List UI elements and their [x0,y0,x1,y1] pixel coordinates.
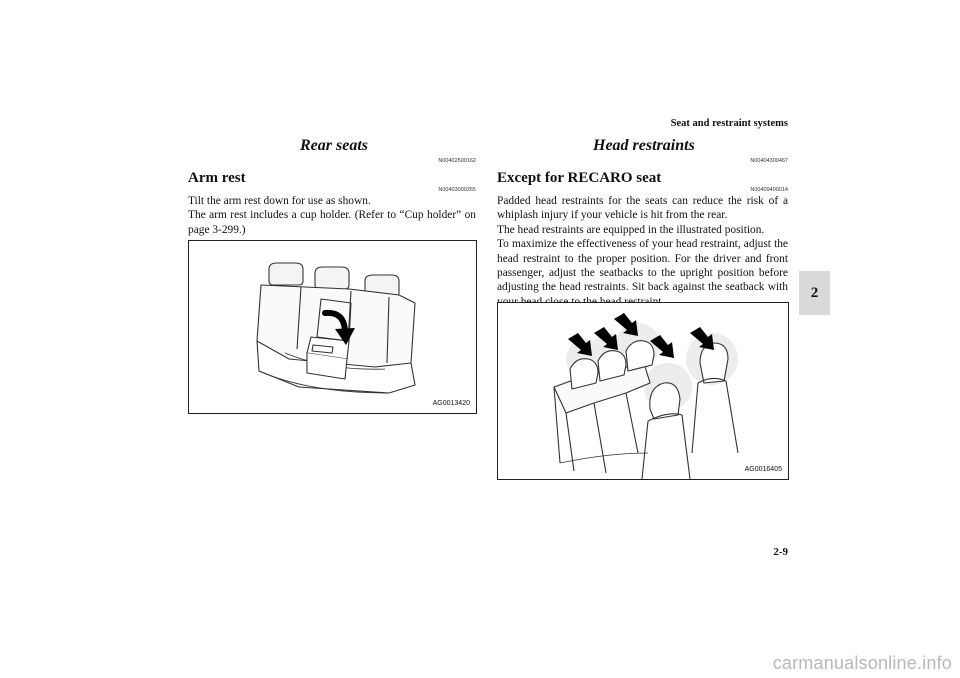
paragraph: To maximize the effectiveness of your head restraint, adjust the head restraint to the proper position. For the driver and front passenger, adjust the seatbacks to the upright position before adjusting the head restraints. Sit back against the seatback with [497,238,788,294]
page-number: 2-9 [773,546,788,558]
section-code: N00402500162 [438,158,476,164]
figure-id: AG0016405 [744,466,782,473]
watermark-link[interactable]: carmanualsonline.info [772,653,952,673]
running-header: Seat and restraint systems [670,118,788,129]
section-title-rear-seats: Rear seats [300,137,368,154]
subsection-code: N00403000265 [438,187,476,193]
paragraph: The head restraints are equipped in the illustrated position. [497,223,765,236]
subsection-code: N00409400014 [750,187,788,193]
chapter-tab [799,271,830,315]
rear-seat-illustration [189,241,476,413]
figure-id: AG0013420 [432,400,470,407]
subsection-title-except-recaro: Except for RECARO seat [497,170,662,186]
subsection-title-arm-rest: Arm rest [188,170,246,186]
head-restraints-text [497,194,788,309]
head-restraints-figure [497,302,789,480]
paragraph: The arm rest includes a cup holder. (Refer to “Cup holder” on page 3-299.) [188,209,476,236]
rear-seat-armrest-figure [188,240,477,414]
head-restraints-illustration [498,303,788,479]
section-code: N00404300467 [750,158,788,164]
paragraph: Padded head restraints for the seats can reduce the risk of a whiplash injury if your vehicle is hit from the rear. [497,195,788,222]
arm-rest-text [188,194,476,237]
chapter-number: 2 [810,284,819,301]
paragraph: Tilt the arm rest down for use as shown. [188,195,371,207]
section-title-head-restraints: Head restraints [593,137,695,154]
